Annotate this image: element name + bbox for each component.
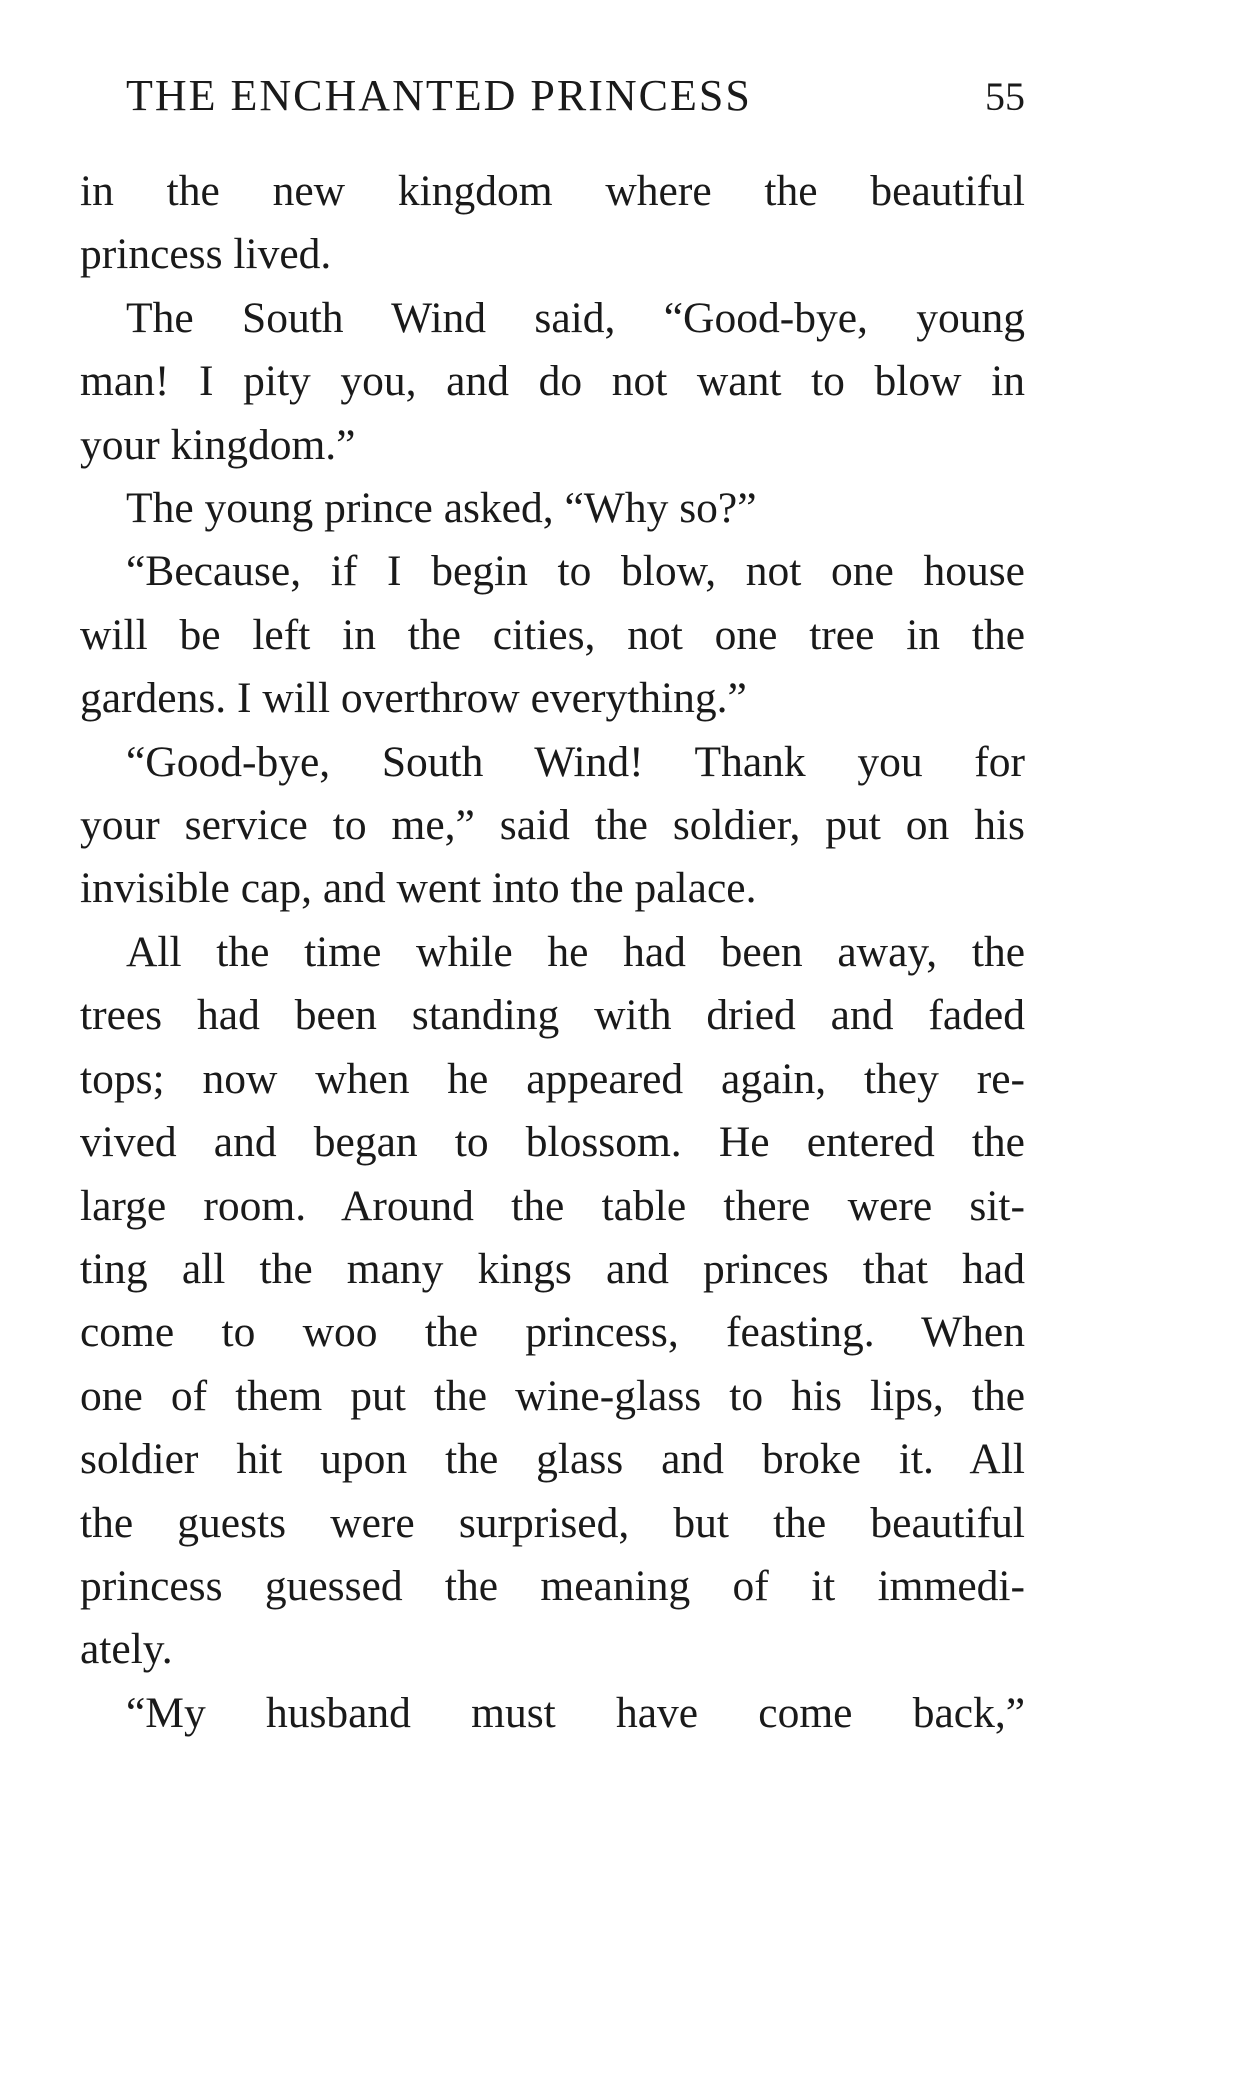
- text-line: invisible cap, and went into the palace.: [80, 864, 757, 913]
- text-line: trees had been standing with dried and faded: [80, 991, 1025, 1040]
- paragraph: [80, 921, 1025, 1682]
- page-number: 55: [985, 74, 1025, 119]
- text-line: will be left in the cities, not one tree in the: [80, 610, 1025, 659]
- text-line: princess lived.: [80, 230, 332, 279]
- running-title: THE ENCHANTED PRINCESS: [126, 71, 752, 120]
- book-page: [80, 70, 1025, 1745]
- paragraph: [80, 160, 1025, 287]
- paragraph: [80, 287, 1025, 477]
- text-line: “My husband must have come back,”: [126, 1688, 1025, 1737]
- text-line: “Good-bye, South Wind! Thank you for: [126, 737, 1025, 786]
- text-line: come to woo the princess, feasting. When: [80, 1308, 1025, 1357]
- text-line: ting all the many kings and princes that had: [80, 1244, 1025, 1293]
- paragraph: [80, 1682, 1025, 1745]
- text-line: your service to me,” said the soldier, put on his: [80, 801, 1025, 850]
- text-line: gardens. I will overthrow everything.”: [80, 674, 747, 723]
- text-line: man! I pity you, and do not want to blow in: [80, 357, 1025, 406]
- text-line: your kingdom.”: [80, 420, 356, 469]
- text-line: All the time while he had been away, the: [126, 927, 1025, 976]
- text-line: The young prince asked, “Why so?”: [126, 484, 757, 533]
- text-line: “Because, if I begin to blow, not one house: [126, 547, 1025, 596]
- text-line: ately.: [80, 1625, 173, 1674]
- text-line: in the new kingdom where the beautiful: [80, 167, 1025, 215]
- paragraph: [80, 540, 1025, 730]
- text-line: the guests were surprised, but the beautiful: [80, 1498, 1025, 1547]
- text-line: The South Wind said, “Good-bye, young: [126, 293, 1025, 342]
- text-line: one of them put the wine-glass to his lips, the: [80, 1371, 1025, 1420]
- paragraph: [80, 731, 1025, 921]
- text-line: princess guessed the meaning of it immedi-: [80, 1561, 1025, 1610]
- paragraph: [80, 477, 1025, 540]
- body-text: [80, 160, 1025, 1745]
- text-line: tops; now when he appeared again, they re-: [80, 1054, 1025, 1103]
- text-line: large room. Around the table there were sit-: [80, 1181, 1025, 1230]
- text-line: vived and began to blossom. He entered the: [80, 1118, 1025, 1167]
- running-head: [80, 70, 1025, 160]
- text-line: soldier hit upon the glass and broke it. All: [80, 1435, 1025, 1484]
